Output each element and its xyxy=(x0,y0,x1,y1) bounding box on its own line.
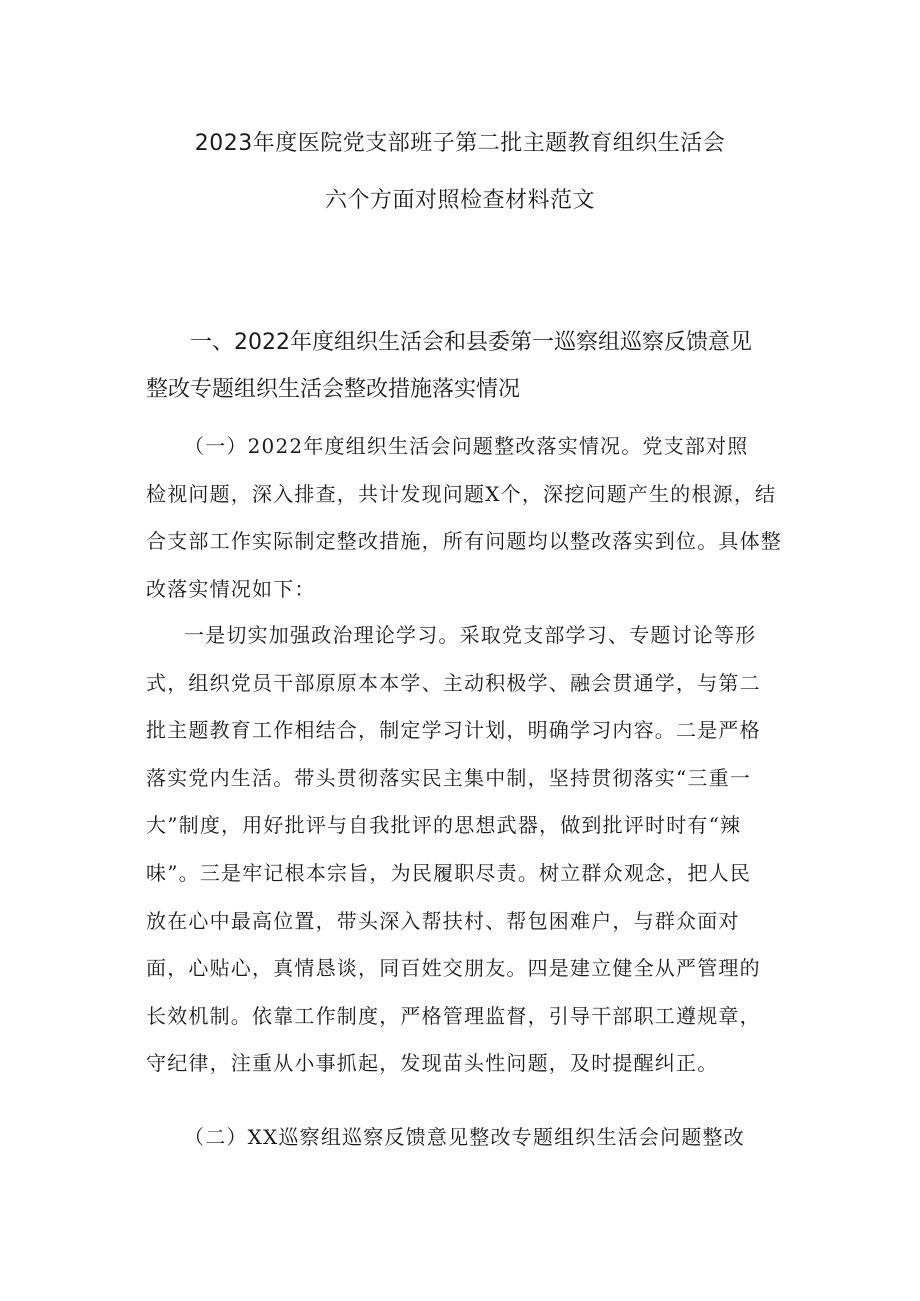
paragraph-line: 守纪律，注重从小事抓起，发现苗头性问题，及时提醒纠正。 xyxy=(146,1051,719,1076)
paragraph-line: 落实党内生活。带头贯彻落实民主集中制，坚持贯彻落实“三重一 xyxy=(146,765,752,790)
paragraph-line: （一）2022年度组织生活会问题整改落实情况。党支部对照 xyxy=(184,434,749,458)
paragraph-line: 面，心贴心，真情恳谈，同百姓交朋友。四是建立健全从严管理的 xyxy=(146,956,761,981)
paragraph-line: （二）XX巡察组巡察反馈意见整改专题组织生活会问题整改 xyxy=(184,1125,745,1149)
section-heading-line: 整改专题组织生活会整改措施落实情况 xyxy=(146,377,521,402)
paragraph-line: 批主题教育工作相结合，制定学习计划，明确学习内容。二是严格 xyxy=(146,718,761,743)
paragraph-line: 一是切实加强政治理论学习。采取党支部学习、专题讨论等形 xyxy=(184,623,757,647)
paragraph-3 xyxy=(146,1114,786,1162)
document-title-line-2: 六个方面对照检查材料范文 xyxy=(324,188,595,213)
paragraph-line: 检视问题，深入排查，共计发现问题X个，深挖问题产生的根源，结 xyxy=(146,481,777,506)
paragraph-line: 改落实情况如下： xyxy=(146,576,316,601)
paragraph-line: 放在心中最高位置，带头深入帮扶村、帮包困难户，与群众面对 xyxy=(146,908,740,933)
section-heading xyxy=(146,319,786,413)
paragraph-line: 式，组织党员干部原原本本学、主动积极学、融会贯通学，与第二 xyxy=(146,670,761,695)
section-heading-line: 一、2022年度组织生活会和县委第一巡察组巡察反馈意见 xyxy=(190,330,752,355)
paragraph-line: 大”制度，用好批评与自我批评的思想武器，做到批评时时有“辣 xyxy=(146,813,742,838)
paragraph-line: 长效机制。依靠工作制度，严格管理监督，引导干部职工遵规章， xyxy=(146,1003,761,1028)
document-title-line-1: 2023年度医院党支部班子第二批主题教育组织生活会 xyxy=(194,131,726,156)
paragraph-line: 味”。三是牢记根本宗旨，为民履职尽责。树立群众观念，把人民 xyxy=(146,860,752,885)
paragraph-1 xyxy=(146,423,786,613)
paragraph-2 xyxy=(146,612,786,1088)
paragraph-line: 合支部工作实际制定整改措施，所有问题均以整改落实到位。具体整 xyxy=(146,529,782,554)
